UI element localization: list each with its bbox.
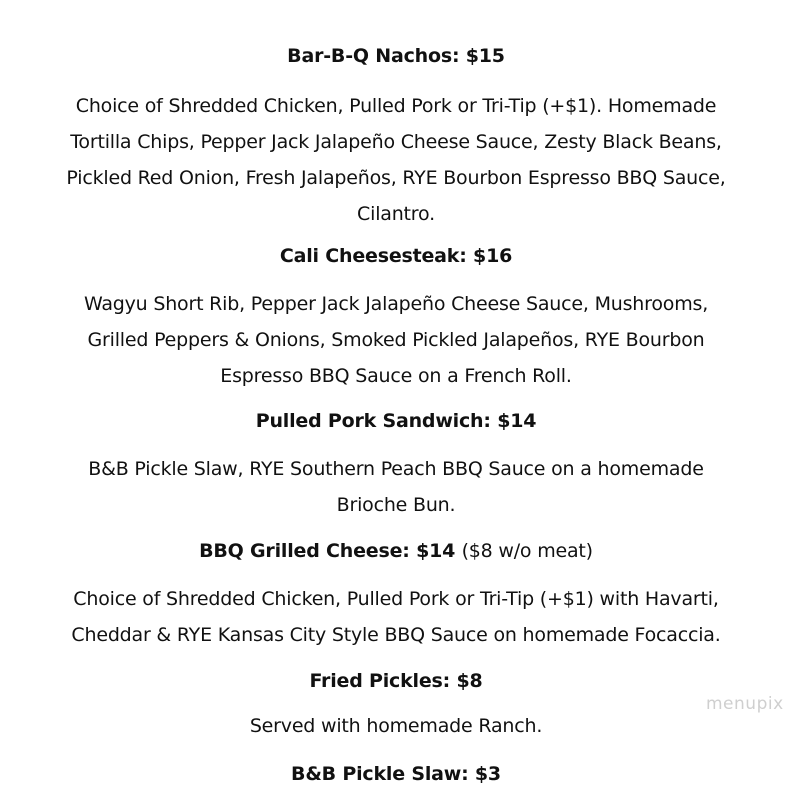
description-line: Brioche Bun.: [336, 494, 456, 516]
item-description-cali-cheesesteak: [0, 286, 792, 394]
description-line: B&B Pickle Slaw, RYE Southern Peach BBQ Sauce on a homemade: [88, 458, 704, 480]
item-title-text: B&B Pickle Slaw: $3: [291, 763, 501, 785]
item-title-bbq-grilled-cheese: [0, 539, 792, 563]
description-line: Served with homemade Ranch.: [249, 715, 543, 737]
item-title-fried-pickles: [0, 669, 792, 693]
description-line: Tortilla Chips, Pepper Jack Jalapeño Cheese Sauce, Zesty Black Beans,: [70, 131, 722, 153]
item-title-cali-cheesesteak: [0, 244, 792, 268]
item-title-pulled-pork-sandwich: [0, 409, 792, 433]
item-title-text: BBQ Grilled Cheese: $14: [199, 540, 456, 562]
description-line: Grilled Peppers & Onions, Smoked Pickled Jalapeños, RYE Bourbon: [87, 329, 705, 351]
menupix-watermark: menupix: [706, 694, 784, 714]
description-line: Cilantro.: [357, 203, 435, 225]
item-title-text: Fried Pickles: $8: [309, 670, 483, 692]
item-description-fried-pickles: [0, 708, 792, 744]
item-title-text: Pulled Pork Sandwich: $14: [255, 410, 537, 432]
item-description-bbq-grilled-cheese: [0, 581, 792, 653]
item-title-bbq-nachos: [0, 44, 792, 68]
item-title-text: Bar-B-Q Nachos: $15: [287, 45, 505, 67]
item-title-text: Cali Cheesesteak: $16: [279, 245, 513, 267]
item-title-note: ($8 w/o meat): [461, 540, 593, 562]
description-line: Cheddar & RYE Kansas City Style BBQ Sauce on homemade Focaccia.: [71, 624, 721, 646]
description-line: Wagyu Short Rib, Pepper Jack Jalapeño Cheese Sauce, Mushrooms,: [83, 293, 709, 315]
item-description-bbq-nachos: [0, 88, 792, 232]
description-line: Choice of Shredded Chicken, Pulled Pork or Tri-Tip (+$1) with Havarti,: [73, 588, 719, 610]
item-title-bb-pickle-slaw: [0, 762, 792, 786]
item-description-pulled-pork-sandwich: [0, 451, 792, 523]
description-line: Choice of Shredded Chicken, Pulled Pork or Tri-Tip (+$1). Homemade: [75, 95, 717, 117]
description-line: Pickled Red Onion, Fresh Jalapeños, RYE Bourbon Espresso BBQ Sauce,: [66, 167, 726, 189]
description-line: Espresso BBQ Sauce on a French Roll.: [220, 365, 572, 387]
